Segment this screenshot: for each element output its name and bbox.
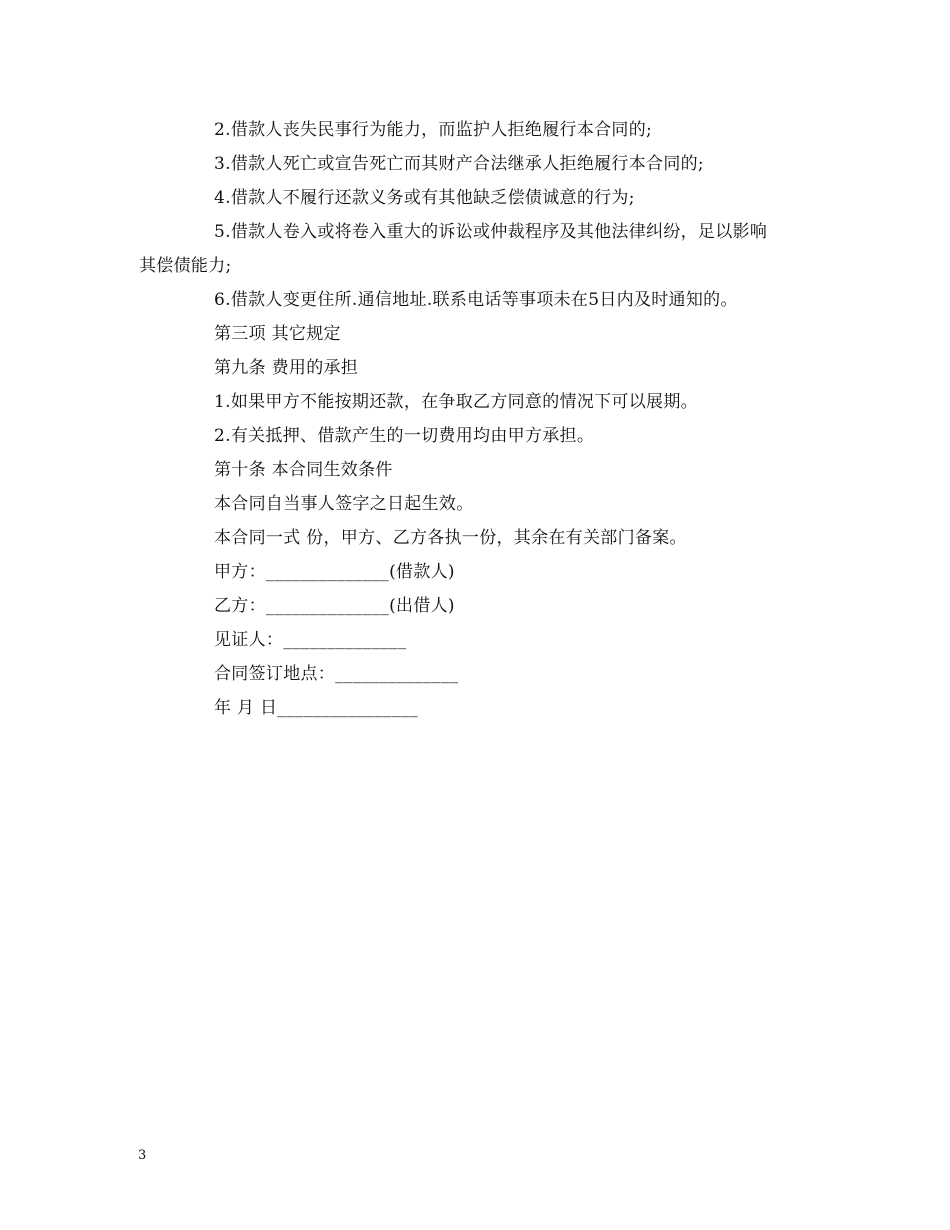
copies-statement: 本合同一式 份，甲方、乙方各执一份，其余在有关部门备案。 xyxy=(214,528,687,548)
signing-date: 年 月 日________________ xyxy=(214,698,419,718)
page-number: 3 xyxy=(138,1148,147,1163)
effective-statement: 本合同自当事人签字之日起生效。 xyxy=(214,494,474,514)
article-9-item-2: 2.有关抵押、借款产生的一切费用均由甲方承担。 xyxy=(214,426,595,446)
article-10-heading: 第十条 本合同生效条件 xyxy=(214,460,393,480)
clause-item-5-continued: 其偿债能力; xyxy=(139,256,232,276)
clause-item-6: 6.借款人变更住所.通信地址.联系电话等事项未在5日内及时通知的。 xyxy=(214,290,738,310)
clause-item-2: 2.借款人丧失民事行为能力，而监护人拒绝履行本合同的; xyxy=(214,120,653,140)
clause-item-3: 3.借款人死亡或宣告死亡而其财产合法继承人拒绝履行本合同的; xyxy=(214,154,704,174)
party-a-signature: 甲方：______________(借款人) xyxy=(214,562,455,582)
witness-signature: 见证人：______________ xyxy=(214,630,407,650)
party-b-signature: 乙方：______________(出借人) xyxy=(214,596,455,616)
signing-location: 合同签订地点：______________ xyxy=(214,664,459,684)
clause-item-5: 5.借款人卷入或将卷入重大的诉讼或仲裁程序及其他法律纠纷，足以影响 xyxy=(214,222,768,242)
section-heading: 第三项 其它规定 xyxy=(214,324,341,344)
clause-item-4: 4.借款人不履行还款义务或有其他缺乏偿债诚意的行为; xyxy=(214,188,635,208)
article-9-item-1: 1.如果甲方不能按期还款，在争取乙方同意的情况下可以展期。 xyxy=(214,392,698,412)
article-9-heading: 第九条 费用的承担 xyxy=(214,358,359,378)
